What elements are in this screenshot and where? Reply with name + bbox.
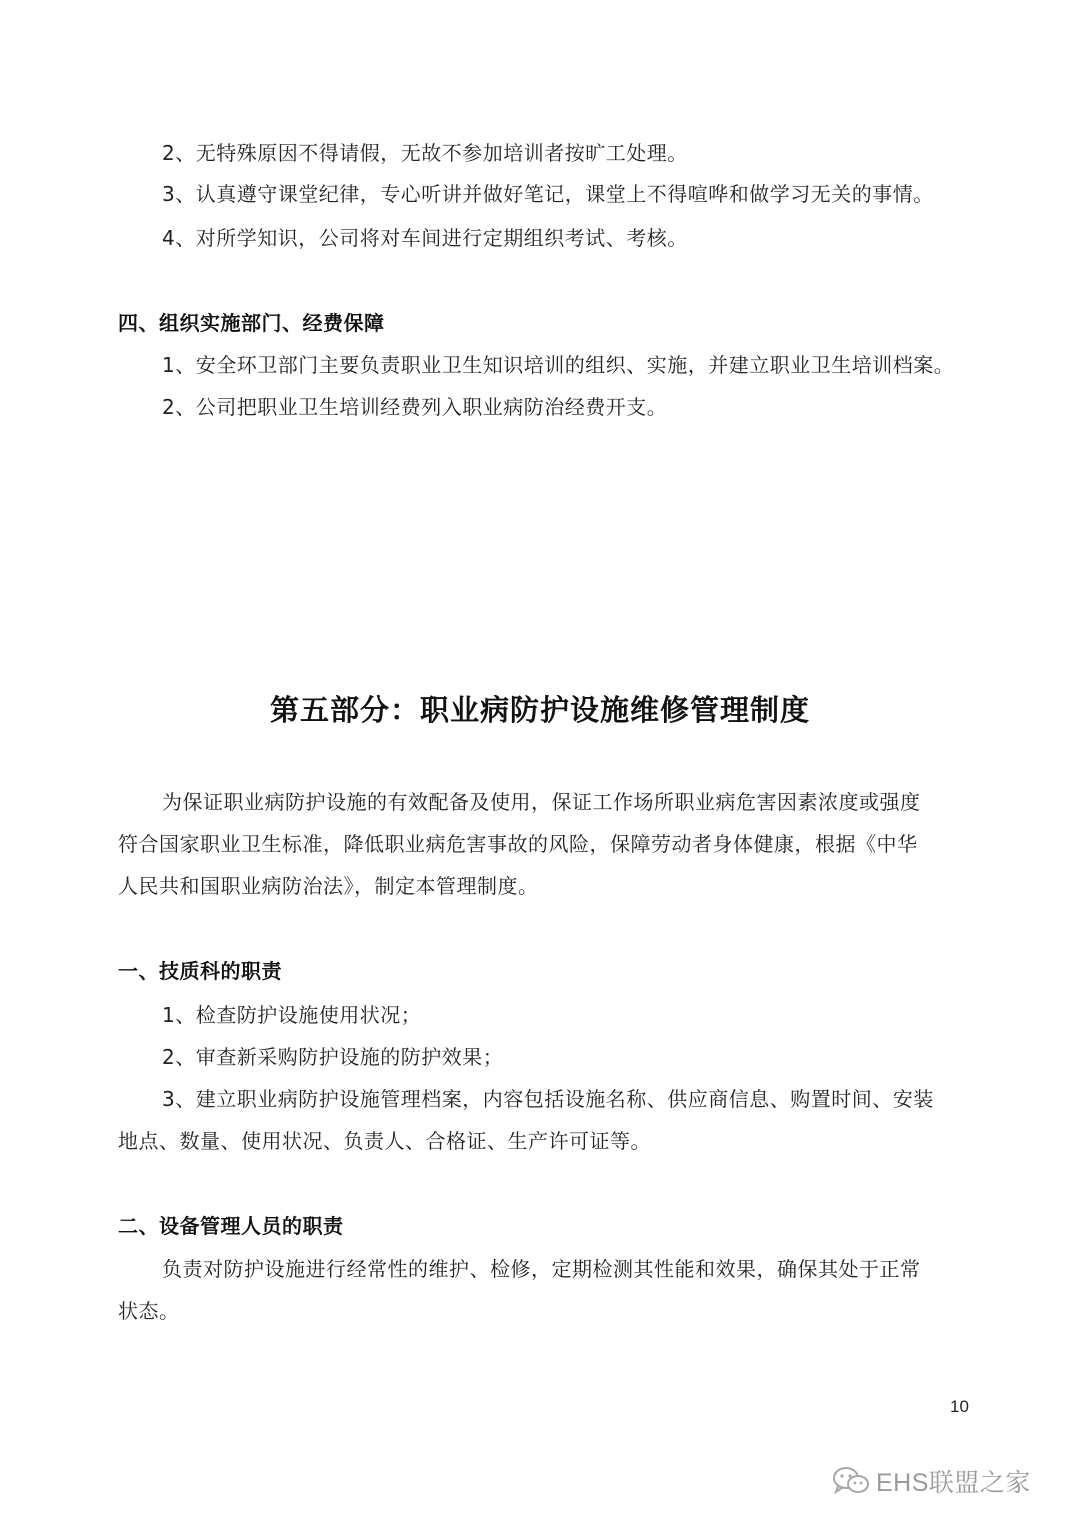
section-four-item-1: 1、安全环卫部门主要负责职业卫生知识培训的组织、实施，并建立职业卫生培训档案。: [162, 353, 955, 377]
intro-line-1: 为保证职业病防护设施的有效配备及使用，保证工作场所职业病危害因素浓度或强度: [162, 790, 921, 814]
page-number: 10: [950, 1397, 969, 1416]
rule-item-3: 3、认真遵守课堂纪律，专心听讲并做好笔记，课堂上不得喧哗和做学习无关的事情。: [162, 182, 934, 206]
section-four-item-2: 2、公司把职业卫生培训经费列入职业病防治经费开支。: [162, 395, 668, 419]
section-one-item-1: 1、检查防护设施使用状况；: [162, 1003, 422, 1027]
watermark-text: EHS联盟之家: [876, 1469, 1031, 1497]
section-two-body-line-2: 状态。: [118, 1299, 180, 1323]
intro-line-3: 人民共和国职业病防治法》，制定本管理制度。: [118, 874, 539, 898]
section-one-item-3-line-2: 地点、数量、使用状况、负责人、合格证、生产许可证等。: [118, 1129, 651, 1153]
section-one-heading: 一、技质科的职责: [118, 959, 282, 983]
section-two-body-line-1: 负责对防护设施进行经常性的维护、检修，定期检测其性能和效果，确保其处于正常: [162, 1257, 921, 1281]
rule-item-4: 4、对所学知识，公司将对车间进行定期组织考试、考核。: [162, 226, 688, 250]
watermark: [832, 1463, 1031, 1499]
section-four-heading: 四、组织实施部门、经费保障: [118, 311, 385, 335]
intro-line-2: 符合国家职业卫生标准，降低职业病危害事故的风险，保障劳动者身体健康，根据《中华: [118, 832, 918, 856]
section-one-item-3-line-1: 3、建立职业病防护设施管理档案，内容包括设施名称、供应商信息、购置时间、安装: [162, 1087, 934, 1111]
section-one-item-2: 2、审查新采购防护设施的防护效果；: [162, 1045, 504, 1069]
section-two-heading: 二、设备管理人员的职责: [118, 1214, 344, 1238]
wechat-icon: [832, 1466, 870, 1496]
part-five-title: 第五部分：职业病防护设施维修管理制度: [269, 693, 810, 727]
rule-item-2: 2、无特殊原因不得请假，无故不参加培训者按旷工处理。: [162, 141, 688, 165]
